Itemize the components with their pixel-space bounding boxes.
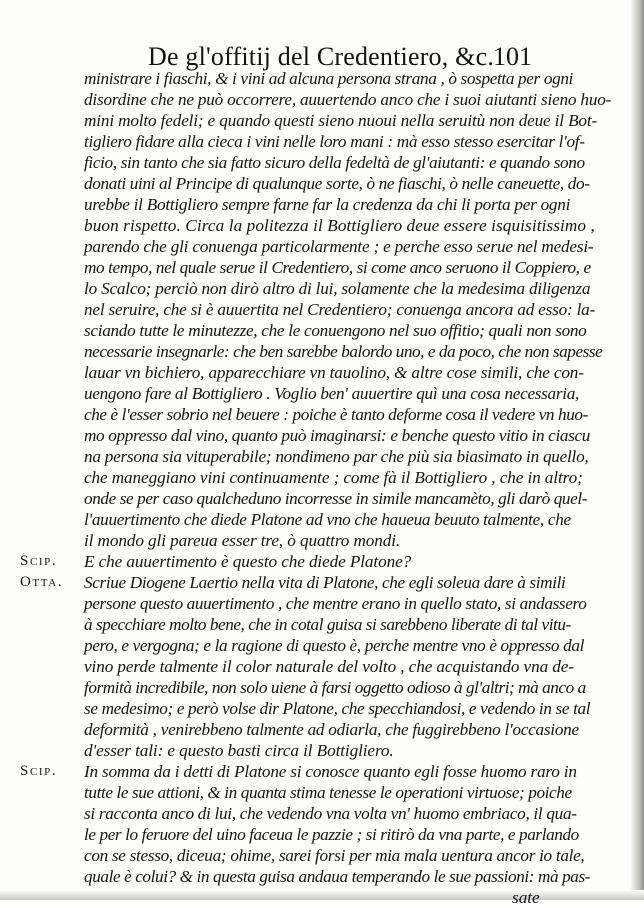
text-line: deformità , venirebbeno talmente ad odiarla, che fuggirebbeno l'occasione [84, 720, 579, 739]
text-line: pero, e vergogna; e la ragione di questo è, perche mentre vno è oppresso dal [84, 636, 585, 655]
text-line: tutte le sue attioni, & in quanta stima tenesse le operationi virtuose; poiche [84, 783, 572, 802]
text-line: che maneggiano vini continuamente ; come fà il Bottigliero , che in altro; [84, 468, 583, 487]
header-title: De gl'offitij del Credentiero, &c. [148, 42, 495, 71]
text-line: ficio, sin tanto che sia fatto sicuro della fedeltà de gl'aiutanti: e quando sono [84, 153, 585, 172]
text-line: le per lo feruore del uino faceua le pazzie ; si ritirò da vna parte, e parlando [84, 825, 579, 844]
page-edge-shadow [630, 0, 644, 900]
text-line: l'auuertimento che diede Platone ad vno che haueua beuuto talmente, che [84, 510, 571, 529]
text-line: buon rispetto. Circa la politezza il Bottigliero deue essere isquisitissimo , [84, 216, 595, 235]
text-line: urebbe il Bottigliero sempre farne far la credenza da chi li porta per ogni [84, 195, 571, 214]
text-line: d'esser tali: e questo basti circa il Bottigliero. [84, 741, 394, 760]
text-line: che è l'esser sobrio nel beuere : poiche è tanto deforme cosa il vedere vn huo- [84, 405, 588, 424]
text-line: uengono fare al Bottigliero . Voglio ben' auuertire quì una cosa necessaria, [84, 384, 580, 403]
text-line: à specchiare molto bene, che in cotal guisa si sarebbeno liberate di tal vitu- [84, 615, 571, 634]
speaker-label: Otta. [20, 574, 64, 590]
text-line: con se stesso, diceua; ohime, sarei forsi per mia mala uentura ancor io tale, [84, 846, 585, 865]
text-line: mo oppresso dal vino, quanto può imaginarsi: e benche questo vitio in ciascu [84, 426, 590, 445]
text-line: Scriue Diogene Laertio nella vita di Platone, che egli soleua dare à simili [84, 573, 566, 592]
text-line: onde se per caso qualcheduno incorresse in simile mancamèto, gli darò quel- [84, 489, 588, 508]
speaker-label: Scip. [20, 763, 58, 779]
text-line: In somma da i detti di Platone si conosce quanto egli fosse huomo raro in [84, 762, 577, 781]
text-line: lauar vn bichiero, apparecchiare vn tauolino, & altre cose simili, che con- [84, 363, 584, 382]
speaker-label: Scip. [20, 553, 58, 569]
text-line: disordine che ne può occorrere, auuertendo anco che i suoi aiutanti sieno huo- [84, 90, 612, 109]
text-line: na persona sia vituperabile; nondimeno par che più sia biasimato in quello, [84, 447, 589, 466]
text-line: nel seruire, che si è auuertita nel Credentiero; conuenga ancora ad esso: la- [84, 300, 596, 319]
text-line: vino perde talmente il color naturale del volto , che acquistando vna de- [84, 657, 574, 676]
text-line: tigliero fidare alla cieca i vini nelle loro mani : mà esso stesso esercitar l'of- [84, 132, 585, 151]
text-line: sciando tutte le minutezze, che le conuengono nel suo offitio; quali non sono [84, 321, 587, 340]
text-line: lo Scalco; perciò non dirò altro di lui, solamente che la medesima diligenza [84, 279, 591, 298]
text-line: donati uini al Principe di qualunque sorte, ò ne fiaschi, ò nelle caneuette, do- [84, 174, 590, 193]
text-line: parendo che gli conuenga particolarmente ; e perche esso serue nel medesi- [84, 237, 594, 256]
text-line: E che auuertimento è questo che diede Platone? [84, 552, 412, 571]
text-line: ministrare i fiaschi, & i vini ad alcuna persona strana , ò sospetta per ogni [84, 69, 573, 88]
text-line: il mondo gli pareua esser tre, ò quattro mondi. [84, 531, 401, 550]
text-line: mini molto fedeli; e quando questi sieno nuoui nella seruitù non deue il Bot- [84, 111, 598, 130]
catchword: sate [512, 888, 540, 907]
text-line: persone questo auuertimento , che mentre erano in quello stato, si andassero [84, 594, 587, 613]
page-number: 101 [493, 42, 532, 71]
text-line: formità incredibile, non solo uiene à farsi oggetto odioso à gl'altri; mà anco a [84, 678, 586, 697]
text-line: se medesimo; e però volse dir Platone, che specchiandosi, e vedendo in se tal [84, 699, 591, 718]
text-line: mo tempo, nel quale serue il Credentiero, si come anco seruono il Coppiero, e [84, 258, 591, 277]
page-bottom-shadow [0, 890, 644, 900]
text-line: quale è colui? & in questa guisa andaua temperando le sue passioni: mà pas- [84, 867, 591, 886]
text-line: si racconta anco di lui, che vedendo vna volta vn' huomo embriaco, il qua- [84, 804, 577, 823]
text-line: necessarie insegnarle: che ben sarebbe balordo uno, e da poco, che non sapesse [84, 342, 603, 361]
